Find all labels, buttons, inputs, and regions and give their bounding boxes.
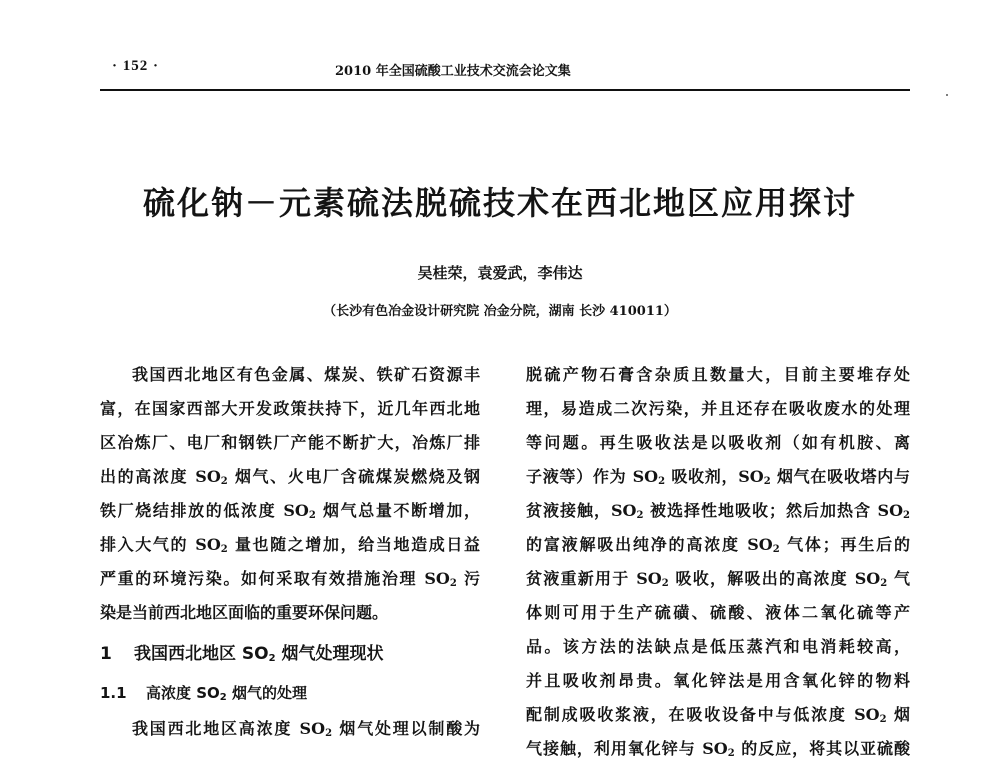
text-line: 区冶炼厂、电厂和钢铁厂产能不断扩大，冶炼厂排 [100, 433, 480, 452]
left-column [100, 358, 480, 746]
running-title: 2010 年全国硫酸工业技术交流会论文集 [335, 64, 571, 79]
text-line: 我国西北地区高浓度 $SO_2$ 烟气处理以制酸为 [132, 719, 480, 739]
text-line: 等问题。再生吸收法是以吸收剂（如有机胺、离 [526, 433, 910, 452]
subsection-title: 高浓度 $SO_2$ 烟气的处理 [146, 684, 307, 703]
text-line: 配制成吸收浆液，在吸收设备中与低浓度 $SO_2$ 烟 [526, 705, 910, 725]
subsection-number: 1.1 [100, 684, 127, 702]
text-line: 严重的环境污染。如何采取有效措施治理 $SO_2$ 污 [100, 569, 480, 589]
section-title: 我国西北地区 $SO_2$ 烟气处理现状 [134, 644, 384, 664]
text-line: 脱硫产物石膏含杂质且数量大，目前主要堆存处 [526, 365, 910, 384]
text-line: 铁厂烧结排放的低浓度 $SO_2$ 烟气总量不断增加， [100, 501, 480, 521]
text-line: 富，在国家西部大开发政策扶持下，近几年西北地 [100, 399, 480, 418]
text-line: 品。该方法的法缺点是低压蒸汽和电消耗较高， [526, 637, 910, 656]
text-line: 气接触，利用氧化锌与 $SO_2$ 的反应，将其以亚硫酸 [526, 739, 910, 759]
authors: 吴桂荣，袁爱武，李伟达 [417, 264, 583, 282]
text-line: 贫液重新用于 $SO_2$ 吸收，解吸出的高浓度 $SO_2$ 气 [526, 569, 910, 589]
section-heading-1 [100, 634, 480, 674]
text-line: 子液等）作为 $SO_2$ 吸收剂，$SO_2$ 烟气在吸收塔内与 [526, 467, 910, 487]
section-number: 1 [100, 644, 112, 664]
scan-speck [946, 94, 948, 96]
text-line: 体则可用于生产硫磺、硫酸、液体二氧化硫等产 [526, 603, 910, 622]
header-rule [100, 89, 910, 91]
text-line: 染是当前西北地区面临的重要环保问题。 [100, 603, 389, 622]
page-number: · 152 · [112, 58, 160, 74]
text-line: 贫液接触，$SO_2$ 被选择性地吸收；然后加热含 $SO_2$ [526, 501, 910, 521]
text-line: 的富液解吸出纯净的高浓度 $SO_2$ 气体；再生后的 [526, 535, 910, 555]
affiliation: （长沙有色冶金设计研究院 冶金分院，湖南 长沙 410011） [323, 304, 677, 319]
text-line: 理，易造成二次污染，并且还存在吸收废水的处理 [526, 399, 910, 418]
section-heading-1-1 [100, 674, 480, 712]
text-line: 排入大气的 $SO_2$ 量也随之增加，给当地造成日益 [100, 535, 480, 555]
paper-title: 硫化钠－元素硫法脱硫技术在西北地区应用探讨 [142, 184, 857, 222]
right-column [526, 358, 910, 766]
text-line: 我国西北地区有色金属、煤炭、铁矿石资源丰 [132, 365, 480, 384]
text-line: 出的高浓度 $SO_2$ 烟气、火电厂含硫煤炭燃烧及钢 [100, 467, 480, 487]
text-line: 并且吸收剂昂贵。氧化锌法是用含氧化锌的物料 [526, 671, 910, 690]
